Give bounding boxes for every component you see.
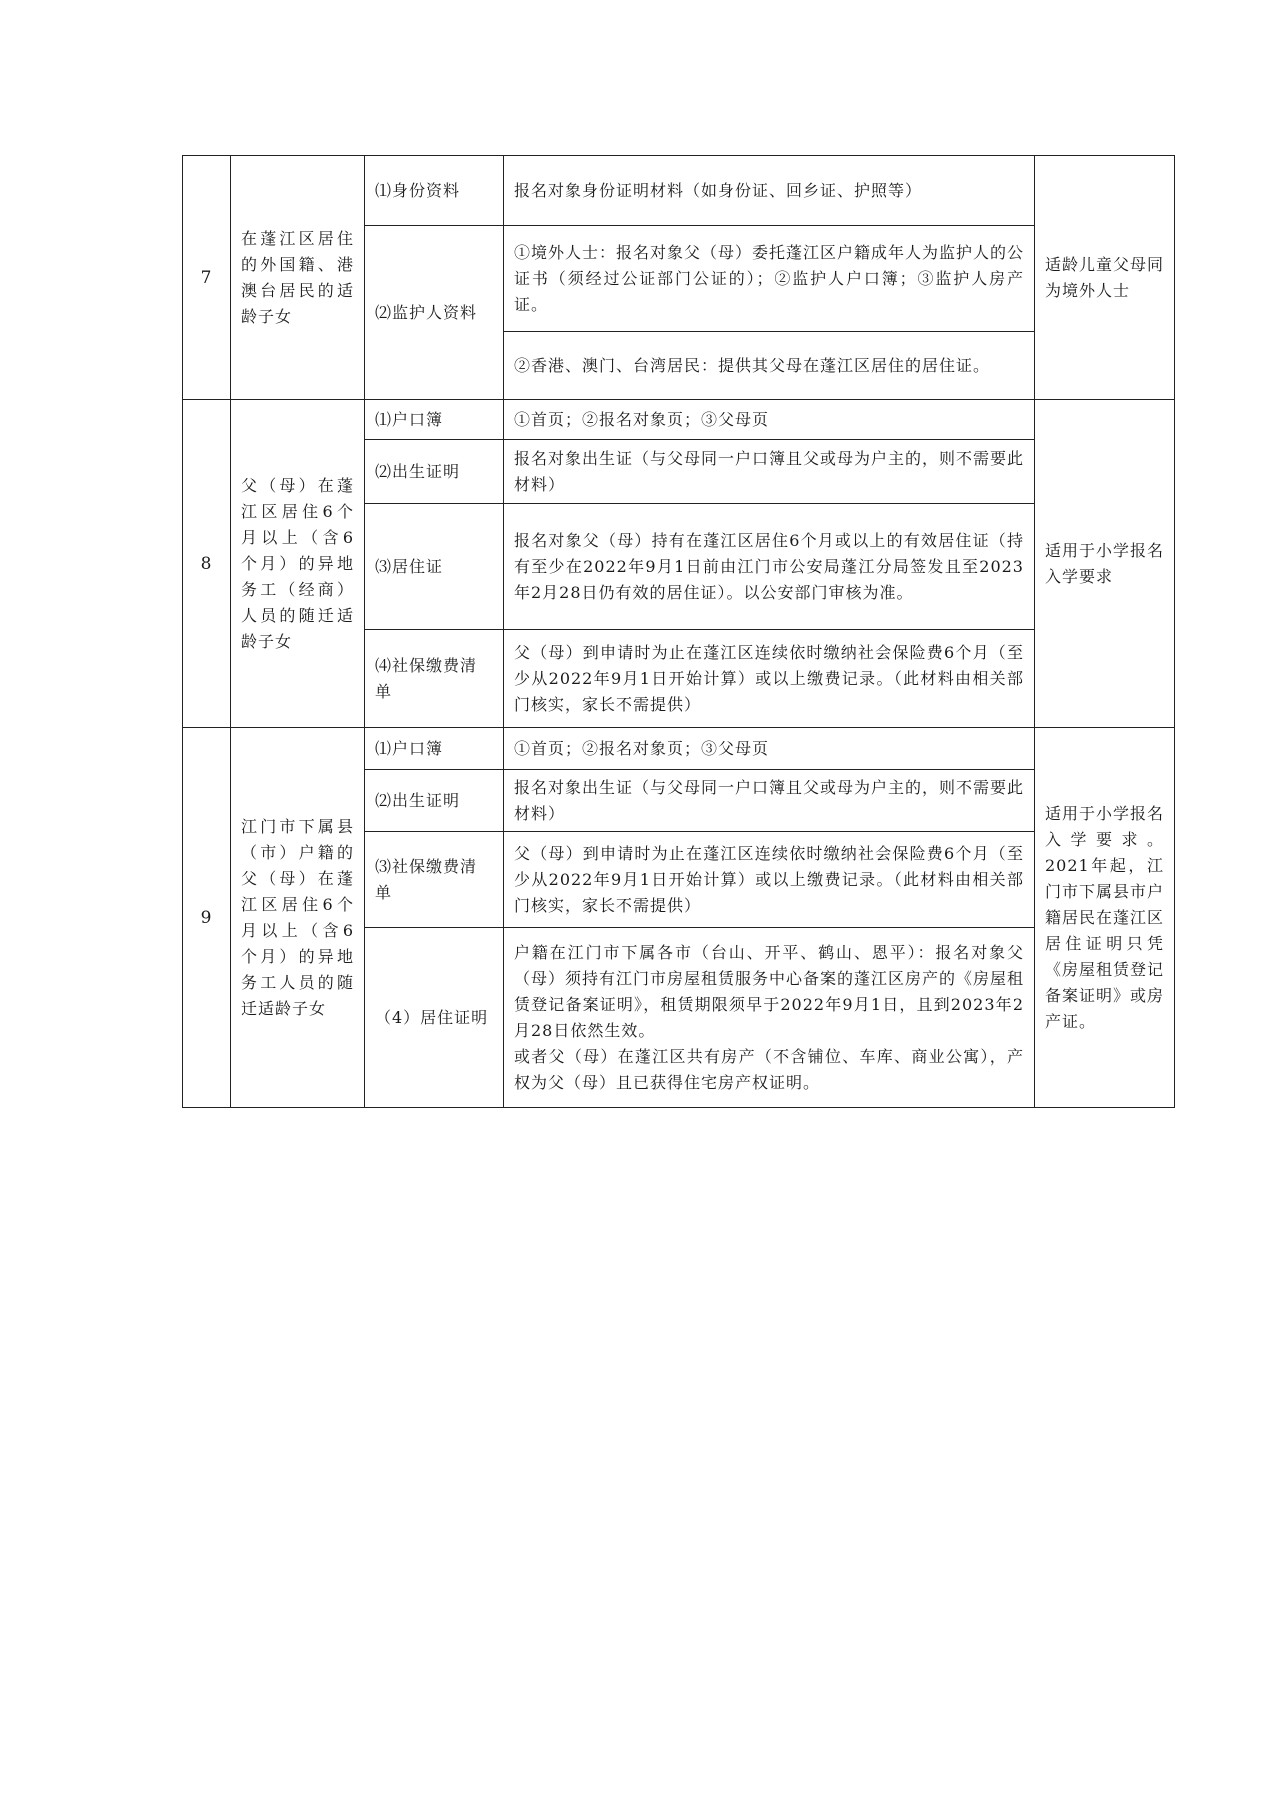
material-description [504,928,1035,1108]
material-label: （4）居住证明 [365,928,504,1108]
material-description-part: 或者父（母）在蓬江区共有房产（不含铺位、车库、商业公寓），产权为父（母）且已获得住宅房产权证明。 [514,1046,1024,1092]
material-description: 父（母）到申请时为止在蓬江区连续依时缴纳社会保险费6个月（至少从2022年9月1日开始计算）或以上缴费记录。（此材料由相关部门核实，家长不需提供） [504,630,1035,728]
material-description: ①境外人士：报名对象父（母）委托蓬江区户籍成年人为监护人的公证书（须经过公证部门公证的）；②监护人户口簿；③监护人房产证。 [504,226,1035,332]
material-description: ②香港、澳门、台湾居民：提供其父母在蓬江区居住的居住证。 [504,332,1035,400]
applicability-note: 适用于小学报名入学要求 [1035,400,1175,728]
material-label: ⑷社保缴费清单 [365,630,504,728]
material-label: ⑵出生证明 [365,440,504,504]
row-number: 7 [183,156,231,400]
table-row [183,728,1175,770]
material-description: 报名对象出生证（与父母同一户口簿且父或母为户主的，则不需要此材料） [504,770,1035,832]
enrollment-requirements-table [182,155,1175,1108]
material-label: ⑴户口簿 [365,728,504,770]
material-description-part: 户籍在江门市下属各市（台山、开平、鹤山、恩平）：报名对象父（母）须持有江门市房屋租赁服务中心备案的蓬江区房产的《房屋租赁登记备案证明》，租赁期限须早于2022年9月1日，且到2023年2月28日依然生效。 [514,942,1025,1040]
applicant-condition: 在蓬江区居住的外国籍、港澳台居民的适龄子女 [231,156,365,400]
material-description: 报名对象身份证明材料（如身份证、回乡证、护照等） [504,156,1035,226]
material-label: ⑶社保缴费清单 [365,832,504,928]
applicant-condition: 父（母）在蓬江区居住6个月以上（含6个月）的异地务工（经商）人员的随迁适龄子女 [231,400,365,728]
material-description: ①首页；②报名对象页；③父母页 [504,728,1035,770]
table-row [183,400,1175,440]
material-label: ⑴户口簿 [365,400,504,440]
row-number: 9 [183,728,231,1108]
material-description: 报名对象父（母）持有在蓬江区居住6个月或以上的有效居住证（持有至少在2022年9月1日前由江门市公安局蓬江分局签发且至2023年2月28日仍有效的居住证）。以公安部门审核为准。 [504,504,1035,630]
material-description: ①首页；②报名对象页；③父母页 [504,400,1035,440]
material-description: 父（母）到申请时为止在蓬江区连续依时缴纳社会保险费6个月（至少从2022年9月1日开始计算）或以上缴费记录。（此材料由相关部门核实，家长不需提供） [504,832,1035,928]
material-label: ⑵出生证明 [365,770,504,832]
applicability-note: 适用于小学报名入学要求。2021年起，江门市下属县市户籍居民在蓬江区居住证明只凭《房屋租赁登记备案证明》或房产证。 [1035,728,1175,1108]
table-row [183,156,1175,226]
applicant-condition: 江门市下属县（市）户籍的父（母）在蓬江区居住6个月以上（含6个月）的异地务工人员的随迁适龄子女 [231,728,365,1108]
material-label: ⑶居住证 [365,504,504,630]
material-label: ⑴身份资料 [365,156,504,226]
applicability-note: 适龄儿童父母同为境外人士 [1035,156,1175,400]
material-label: ⑵监护人资料 [365,226,504,400]
row-number: 8 [183,400,231,728]
material-description: 报名对象出生证（与父母同一户口簿且父或母为户主的，则不需要此材料） [504,440,1035,504]
